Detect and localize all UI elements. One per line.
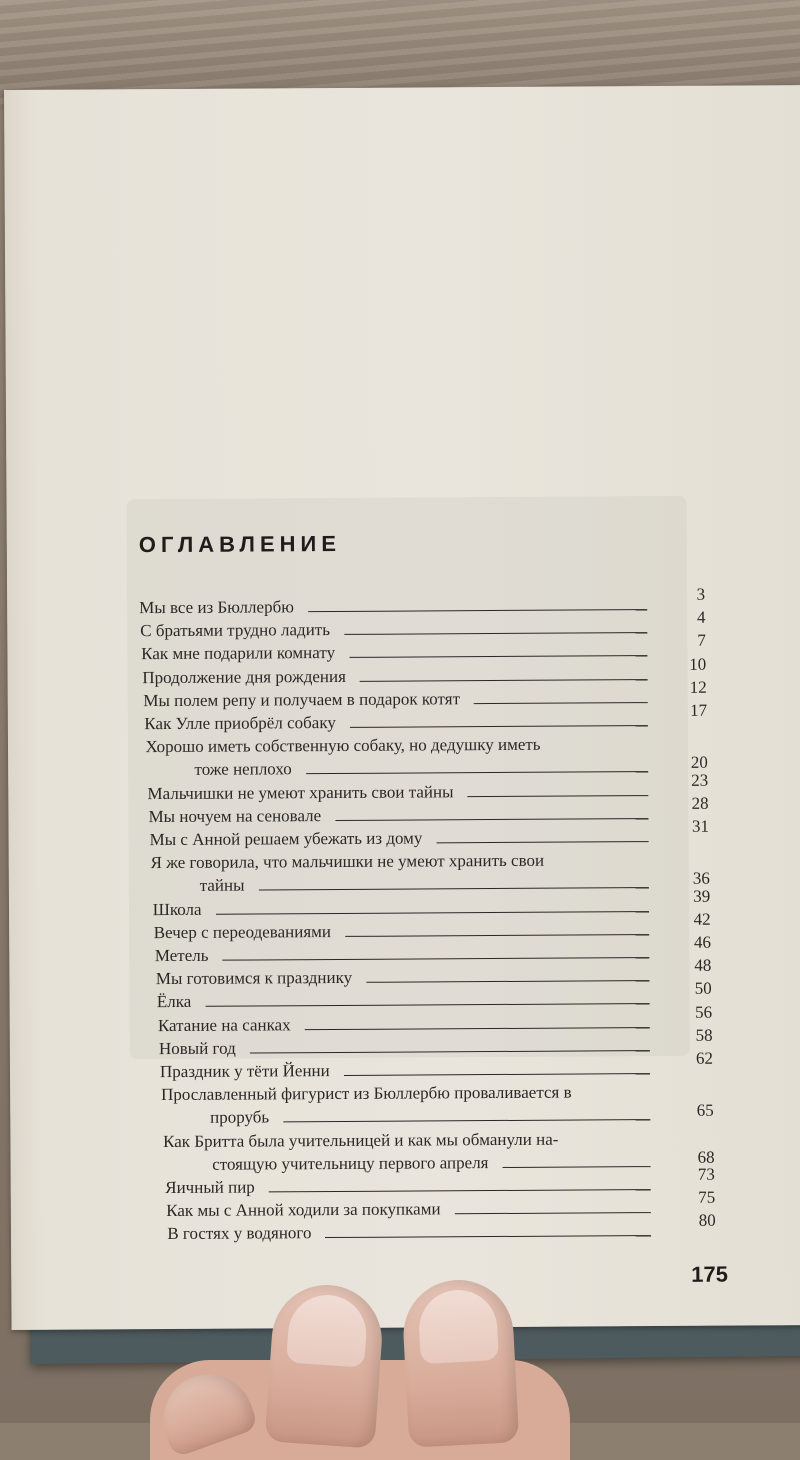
index-finger: [401, 1277, 519, 1448]
toc-entry-title-line: [153, 896, 649, 921]
toc-entry-title-line: [157, 988, 650, 1013]
toc-entry-title-line: [160, 1058, 650, 1083]
toc-page-number: 17: [689, 700, 708, 720]
toc-heading: ОГЛАВЛЕНИЕ: [138, 530, 342, 558]
toc-page-number: 31: [691, 816, 710, 836]
thumb-finger: [265, 1281, 386, 1448]
toc-entry-title: С братьями трудно ладить: [140, 620, 331, 641]
toc-entry-title: Ёлка: [156, 992, 192, 1012]
toc-entry-title: Я же говорила, что мальчишки не умеют хранить свои: [150, 850, 545, 873]
toc-entry-title: Мы полем репу и получаем в подарок котят: [143, 689, 461, 710]
toc-entry-title: Как мне подарили комнату: [141, 643, 336, 664]
dot-leader-line: [306, 771, 648, 774]
toc-entry-title-line: [144, 710, 648, 735]
dot-leader-line: [349, 655, 647, 658]
dot-leader-line: [259, 887, 649, 890]
toc-page-number: 4: [696, 607, 706, 627]
toc-entry-title: Мы готовимся к празднику: [155, 968, 353, 989]
toc-entry-title-line: [212, 1151, 651, 1176]
toc-page-number: 36: [692, 869, 710, 889]
toc-entry-title: Мы ночуем на сеновале: [148, 805, 322, 826]
dot-leader-line: [360, 679, 648, 682]
toc-entry-title: Вечер с переодеваниями: [153, 921, 332, 942]
toc-entry-title-line: [210, 1104, 650, 1129]
toc-entry-title-line: [194, 756, 648, 781]
toc-entry-title-line: [140, 617, 647, 642]
toc-entry-title: тайны: [199, 875, 245, 896]
dot-leader-line: [345, 934, 649, 937]
toc-page-number: 28: [691, 793, 709, 813]
dot-leader-line: [283, 1119, 650, 1122]
toc-entry-title: Новый год: [158, 1038, 236, 1058]
toc-page-number: 75: [698, 1187, 716, 1207]
toc-entry-title: Прославленный фигурист из Бюллербю проваливается в: [160, 1082, 572, 1105]
dot-leader-line: [474, 702, 648, 704]
toc-page-number: 62: [695, 1048, 713, 1068]
toc-page-number: 7: [697, 631, 706, 651]
toc-entry-title: Метель: [154, 945, 209, 966]
dot-leader-line: [455, 1212, 651, 1214]
dot-leader-line: [502, 1166, 650, 1168]
toc-entry-title-line: [166, 1197, 651, 1222]
dot-leader-line: [216, 911, 649, 915]
dot-leader-line: [222, 957, 649, 961]
toc-entry-title: Продолжение дня рождения: [142, 666, 346, 687]
dot-leader-line: [335, 818, 648, 821]
toc-entry-title: прорубь: [210, 1107, 270, 1128]
toc-page-number: 42: [693, 909, 711, 929]
toc-page-number: 48: [694, 955, 712, 975]
dot-leader-line: [269, 1189, 651, 1192]
dot-leader-line: [344, 1073, 650, 1076]
dot-leader-line: [325, 1235, 651, 1238]
dot-leader-line: [366, 980, 649, 983]
toc-page-number: 68: [697, 1147, 715, 1167]
toc-page-number: 20: [690, 753, 708, 773]
page-number: 175: [691, 1261, 729, 1287]
toc-entry-title-line: [158, 1012, 650, 1037]
toc-entry-title-line: [147, 780, 648, 805]
toc-page-number: 73: [697, 1164, 715, 1184]
dot-leader-line: [305, 1027, 650, 1030]
toc-entry-title: Мы с Анной решаем убежать из дому: [149, 828, 423, 850]
dot-leader-line: [344, 632, 647, 635]
toc-page-number: 56: [695, 1002, 713, 1022]
toc-entry-title: Мы все из Бюллербю: [139, 597, 294, 618]
toc-entry-title-line: [165, 1174, 651, 1199]
toc-entry-title: Праздник у тёти Йенни: [159, 1061, 330, 1082]
dot-leader-line: [308, 609, 647, 612]
toc-page-number: 10: [689, 654, 707, 674]
toc-page-number: 12: [689, 677, 707, 697]
toc-page-number: 39: [693, 886, 711, 906]
toc-entry-title-line: [156, 965, 650, 990]
toc-page-number: 65: [696, 1101, 714, 1121]
toc-page-number: 58: [695, 1025, 713, 1045]
toc-entry-title: Как Улле приобрёл собаку: [144, 712, 336, 734]
toc-page-number: 23: [691, 770, 709, 790]
toc-entry-title-line: [167, 1220, 651, 1245]
toc-entry-title: Мальчишки не умеют хранить свои тайны: [147, 781, 454, 803]
toc-page-number: 50: [694, 979, 712, 999]
toc-entry-title-line: [142, 664, 647, 689]
toc-entry-title: тоже неплохо: [194, 759, 292, 780]
dot-leader-line: [350, 725, 648, 728]
fingernail: [417, 1288, 499, 1364]
toc-entry-title: В гостях у водяного: [167, 1223, 312, 1244]
dot-leader-line: [250, 1050, 650, 1053]
toc-entry-title: Как Бритта была учительницей и как мы обманули на-: [163, 1129, 559, 1151]
toc-page-number: 46: [693, 932, 712, 952]
toc-entry-title-line: [141, 640, 647, 665]
toc-entry-title-line: [154, 919, 650, 944]
toc-entry-title: Хорошо иметь собственную собаку, но дедушку иметь: [145, 734, 541, 757]
fingernail: [286, 1292, 369, 1367]
dot-leader-line: [436, 841, 648, 843]
toc-entry-title-line: [159, 1035, 650, 1060]
toc-entry-title-line: [150, 826, 649, 851]
dot-leader-line: [205, 1003, 649, 1007]
toc-page-number: 3: [696, 584, 706, 604]
toc-entry-title: Яичный пир: [165, 1177, 255, 1198]
toc-entry-title: Катание на санках: [157, 1014, 291, 1035]
toc-entry-title: Как мы с Анной ходили за покупками: [166, 1199, 441, 1221]
book-page: [4, 85, 800, 1330]
toc-entry-title-line: [155, 942, 650, 967]
toc-entry-title-line: [139, 594, 647, 619]
toc-entry-title: стоящую учительницу первого апреля: [212, 1152, 489, 1174]
toc-page-number: 80: [698, 1211, 716, 1231]
toc-entry-title-line: [200, 872, 649, 897]
toc-entry-title-line: [143, 687, 648, 712]
toc-entry-title-line: [148, 803, 648, 828]
dot-leader-line: [468, 795, 649, 797]
toc-entry-title: Школа: [152, 899, 202, 919]
